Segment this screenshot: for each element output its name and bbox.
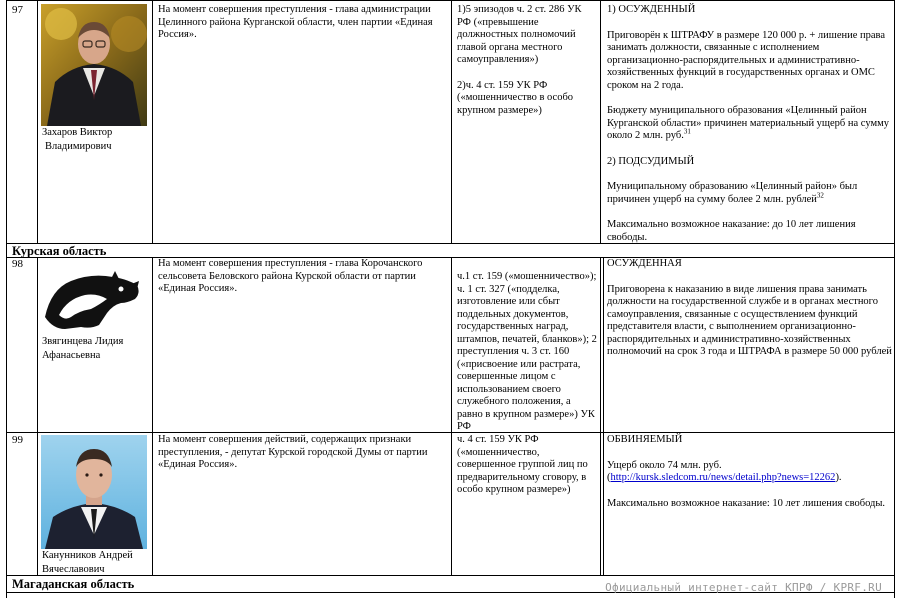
- portrait-photo-99: [41, 435, 147, 549]
- case-status: [607, 4, 892, 257]
- col-divider-4c: [603, 257, 604, 575]
- person-name: [42, 126, 147, 154]
- col-divider-1b: [37, 257, 38, 575]
- article-item: 1)5 эпизодов ч. 2 ст. 286 УК РФ («превышение должностных полномочий главой органа местного самоуправления»): [457, 4, 582, 65]
- damage-value: Муниципальному образованию «Целинный район» был причинен ущерб на сумму более 2 млн. рублей: [607, 181, 858, 205]
- description: На момент совершения преступления - глава Корочанского сельсовета Беловского района Курской области от партии «Единая Россия».: [158, 258, 423, 294]
- party-logo-98: [41, 259, 145, 335]
- portrait-man-suit-autumn-icon: [41, 4, 147, 126]
- person-name-line2: Афанасьевна: [42, 350, 101, 361]
- col-divider-2: [152, 0, 153, 243]
- col-divider-3: [451, 0, 452, 243]
- damage-value: Ущерб около 74 млн. руб.: [607, 459, 722, 471]
- row-border-98-bottom: [6, 432, 895, 433]
- damage-text: [607, 181, 892, 206]
- status-label: 2) ПОДСУДИМЫЙ: [607, 155, 695, 167]
- damage-text: Ущерб около 74 млн. руб. (http://kursk.sledcom.ru/news/detail.php?news=12262).: [607, 459, 842, 483]
- region-heading: Курская область: [12, 244, 107, 258]
- person-name-line1: Захаров Виктор: [42, 127, 113, 138]
- criminal-articles: [457, 4, 597, 130]
- row-number: 98: [12, 258, 23, 270]
- row-number: 99: [12, 434, 23, 446]
- description: На момент совершения действий, содержащих признаки преступления, - депутат Курской городской Думы от партии «Единая Россия».: [158, 434, 428, 470]
- person-name: [42, 549, 147, 577]
- damage-value: Бюджету муниципального образования «Целинный район Курганской области» причинен материальный ущерб на сумму около 2 млн. руб.: [607, 105, 889, 141]
- region-heading: Магаданская область: [12, 577, 135, 591]
- row-number: 97: [12, 4, 23, 16]
- damage-text: [607, 105, 892, 143]
- person-name-line2: Вячеславович: [42, 564, 105, 575]
- united-russia-bear-logo-icon: [41, 259, 145, 335]
- sentence-text: Приговорена к наказанию в виде лишения права занимать должности на государственной службе и в органах местного самоуправления, связанные с осуществлением функций представителя власти, с выполнением организационно-распорядительных и административно-хозяйственных полномочий на срок 3 года и ШТРАФА в размере 50 000 рублей: [607, 283, 892, 357]
- table-border-left: [6, 0, 7, 598]
- table-border-right: [894, 0, 895, 598]
- col-divider-2b: [152, 257, 153, 575]
- source-link[interactable]: http://kursk.sledcom.ru/news/detail.php?news=12262: [610, 472, 836, 483]
- col-divider-4: [600, 0, 601, 243]
- max-penalty: Максимально возможное наказание: до 10 лет лишения свободы.: [607, 219, 856, 243]
- person-name-line1: Канунников Андрей: [42, 550, 133, 561]
- col-divider-3b: [451, 257, 452, 575]
- col-divider-1: [37, 0, 38, 243]
- portrait-man-suit-blue-icon: [41, 435, 147, 549]
- max-penalty: Максимально возможное наказание: 10 лет лишения свободы.: [607, 497, 886, 509]
- description: На момент совершения преступления - глава администрации Целинного района Курганской области, член партии «Единая Россия».: [158, 4, 433, 40]
- criminal-articles: ч.1 ст. 159 («мошенничество»); ч. 1 ст. 327 («подделка, изготовление или сбыт поддельных документов, государственных наград, штампов, печатей, бланков»); 2 преступления ч. 3 ст. 160 («присвоение или растрата, совершенные лицом с использованием своего служебного положения, а равно в крупном размере») УК РФ: [457, 271, 597, 432]
- site-watermark: Официальный интернет-сайт КПРФ / KPRF.RU: [605, 581, 882, 594]
- sentence-text: Приговорён к ШТРАФУ в размере 120 000 р. + лишение права занимать должности, связанные с исполнением организационно-распорядительных и административно-хозяйственных функций в государственных органах и ОМС сроком на 2 года.: [607, 29, 886, 91]
- person-name-line2: Владимирович: [45, 141, 112, 152]
- col-divider-4b: [600, 257, 601, 575]
- row-border-top: [6, 0, 895, 1]
- article-item: 2)ч. 4 ст. 159 УК РФ («мошенничество в особо крупном размере»): [457, 79, 574, 116]
- footnote-ref: 32: [816, 191, 824, 199]
- criminal-articles: ч. 4 ст. 159 УК РФ («мошенничество, совершенное группой лиц по предварительному сговору, в особо крупном размере»): [457, 434, 588, 495]
- status-label: ОБВИНЯЕМЫЙ: [607, 434, 683, 445]
- portrait-photo-97: [41, 4, 147, 126]
- person-name: [42, 335, 147, 363]
- footnote-ref: 31: [683, 127, 691, 136]
- person-name-line1: Звягинцева Лидия: [42, 336, 124, 347]
- status-label: ОСУЖДЕННАЯ: [607, 258, 682, 269]
- status-label: 1) ОСУЖДЕННЫЙ: [607, 4, 696, 15]
- case-status: [607, 434, 892, 523]
- case-status: [607, 258, 892, 372]
